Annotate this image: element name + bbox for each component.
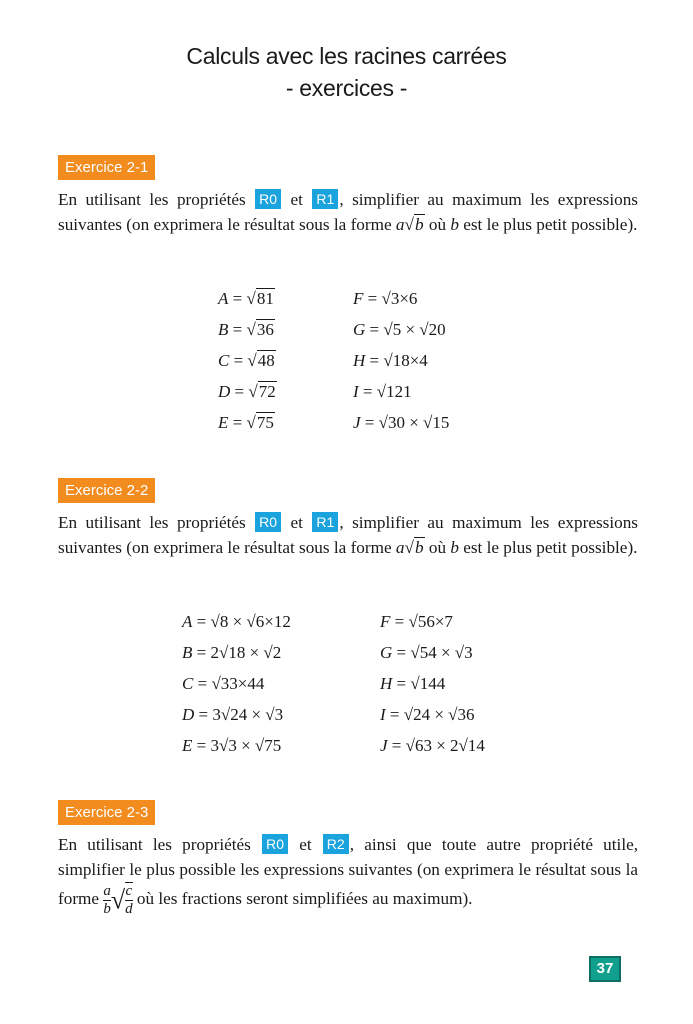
expression: B = 2√18 × √2 [182,643,282,662]
property-tag: R0 [262,834,288,854]
title-line-2: - exercices - [285,75,408,101]
exercise-instructions: En utilisant les propriétés R0 et R2 , ainsi que toute autre propriété utile, simplifier le plus possible les expressions suivantes (on exprimera le résultat sous la forme $\frac{a}{b}$ √ $\frac{c}{d}$ où les fractions seront simplifiées au maximum). [58,835,639,917]
expression: G = √54 × √3 [380,643,473,662]
expression: D = 3√24 × √3 [182,705,284,724]
expression: B = √36 [218,320,274,339]
property-tag: R0 [255,512,281,532]
expression: E = 3√3 × √75 [182,736,282,755]
property-tag: R2 [323,834,349,854]
expression: I = √24 × √36 [380,705,475,724]
page-title [0,40,693,104]
expression: J = √63 × 2√14 [380,736,485,755]
expression: H = √18×4 [353,351,428,370]
expression-column-left [218,283,277,438]
property-tag: R0 [255,189,281,209]
exercise-heading: Exercice 2-3 [58,800,155,825]
property-tag: R1 [312,512,338,532]
expression: I = √121 [353,382,412,401]
expression: F = √3×6 [353,289,418,308]
expression: C = √48 [218,351,275,370]
expression: F = √56×7 [380,612,453,631]
expression: J = √30 × √15 [353,413,450,432]
exercise-instructions: En utilisant les propriétés R0 et R1 , simplifier au maximum les expressions suivantes (on exprimera le résultat sous la forme a√b où b est le plus petit possible). [58,190,639,234]
expression-column-right [380,606,485,761]
page-number: 37 [589,956,621,982]
expression-column-left [182,606,291,761]
expression: D = √72 [218,382,276,401]
fraction-a-over-b: $\frac{a}{b}$ [103,882,111,917]
expression-column-right [353,283,449,438]
exercise-heading: Exercice 2-1 [58,155,155,180]
title-line-1: Calculs avec les racines carrées [186,43,507,69]
expression: A = √81 [218,289,274,308]
expression: G = √5 × √20 [353,320,446,339]
fraction-c-over-d: $\frac{c}{d}$ [125,883,133,917]
property-tag: R1 [312,189,338,209]
expression: E = √75 [218,413,274,432]
exercise-instructions: En utilisant les propriétés R0 et R1 , simplifier au maximum les expressions suivantes (on exprimera le résultat sous la forme a√b où b est le plus petit possible). [58,513,639,557]
expression: A = √8 × √6×12 [182,612,291,631]
exercise-heading: Exercice 2-2 [58,478,155,503]
expression: H = √144 [380,674,446,693]
expression: C = √33×44 [182,674,265,693]
